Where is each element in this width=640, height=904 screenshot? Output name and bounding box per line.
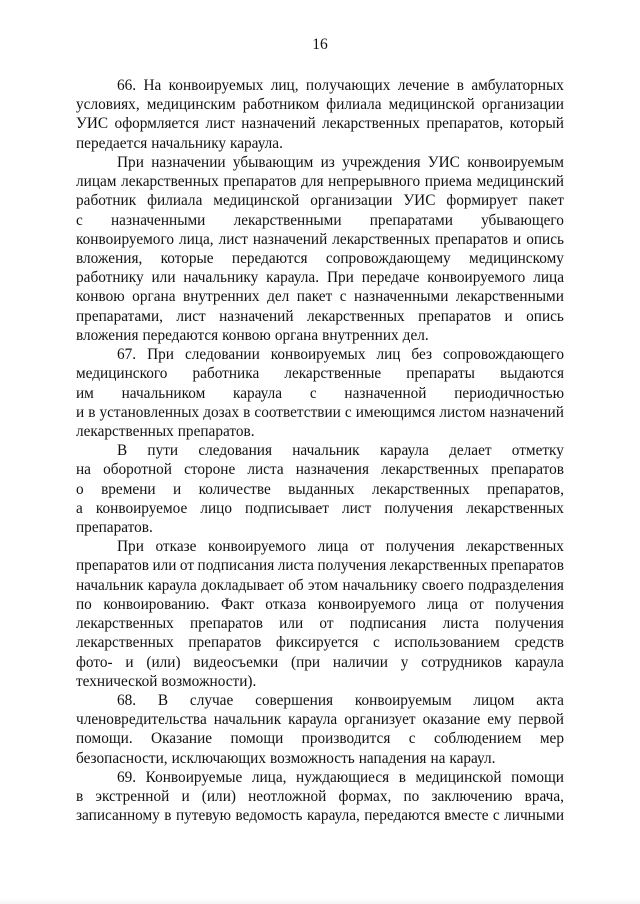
text-line: 68. В случае совершения конвоируемым лицом акта	[117, 692, 564, 709]
text-line: с назначенными лекарственными препаратами убывающего	[76, 211, 564, 229]
text-line: им начальником караула с назначенной периодичностью	[76, 384, 564, 402]
text-line: по конвоированию. Факт отказа конвоируемого лица от получения	[76, 595, 564, 613]
text-line: о времени и количестве выданных лекарственных препаратов,	[76, 480, 564, 498]
text-line: условиях, медицинским работником филиала медицинской организации	[76, 96, 564, 114]
text-line: членовредительства начальник караула организует оказание ему первой	[76, 711, 564, 729]
text-line: работник филиала медицинской организации УИС формирует пакет	[76, 192, 564, 210]
text-line: помощи. Оказание помощи производится с соблюдением мер	[76, 730, 564, 748]
page-number: 16	[312, 36, 328, 53]
scan-bottom-edge	[0, 898, 640, 904]
text-line: лекарственных препаратов фиксируется с использованием средств	[76, 634, 564, 652]
text-line: лицам лекарственных препаратов для непрерывного приема медицинский	[76, 173, 564, 191]
text-line: конвою органа внутренних дел пакет с назначенными лекарственными	[76, 288, 564, 306]
text-line: 69. Конвоируемые лица, нуждающиеся в медицинской помощи	[117, 768, 564, 786]
text-line: работнику или начальнику караула. При передаче конвоируемого лица	[76, 269, 564, 287]
text-line: фото- и (или) видеосъемки (при наличии у сотрудников караула	[76, 653, 564, 671]
text-line: При отказе конвоируемого лица от получения лекарственных	[117, 538, 564, 556]
text-line: 66. На конвоируемых лиц, получающих лечение в амбулаторных	[117, 77, 564, 94]
text-line: 67. При следовании конвоируемых лиц без сопровождающего	[117, 346, 564, 364]
text-line: препаратов или от подписания листа получения лекарственных препаратов	[76, 557, 564, 575]
text-line: лекарственных препаратов.	[76, 422, 255, 440]
text-line: в экстренной и (или) неотложной формах, по заключению врача,	[76, 788, 564, 806]
text-line: медицинского работника лекарственные препараты выдаются	[76, 365, 564, 383]
text-line: вложения передаются конвою органа внутренних дел.	[76, 326, 429, 344]
text-line: В пути следования начальник караула делает отметку	[117, 442, 564, 460]
text-line: и в установленных дозах в соответствии с имеющимся листом назначений	[76, 403, 564, 421]
text-line: лекарственных препаратов или от подписания листа получения	[76, 615, 564, 633]
document-body	[76, 76, 564, 826]
text-line: начальник караула докладывает об этом начальнику своего подразделения	[76, 576, 564, 594]
text-line: При назначении убывающим из учреждения УИС конвоируемым	[117, 153, 564, 171]
text-line: передается начальнику караула.	[76, 134, 283, 152]
text-line: вложения, которые передаются сопровождающему медицинскому	[76, 249, 564, 267]
text-line: УИС оформляется лист назначений лекарственных препаратов, который	[76, 115, 564, 133]
text-line: конвоируемого лица, лист назначений лекарственных препаратов и опись	[76, 230, 564, 248]
text-line: на оборотной стороне листа назначения лекарственных препаратов	[76, 461, 564, 479]
text-line: а конвоируемое лицо подписывает лист получения лекарственных	[76, 499, 564, 517]
text-line: препаратов.	[76, 519, 153, 537]
text-line: препаратами, лист назначений лекарственных препаратов и опись	[76, 307, 564, 325]
text-line: безопасности, исключающих возможность нападения на караул.	[76, 749, 496, 767]
text-line: технической возможности).	[76, 672, 257, 690]
text-line: записанному в путевую ведомость караула, передаются вместе с личными	[76, 807, 564, 825]
